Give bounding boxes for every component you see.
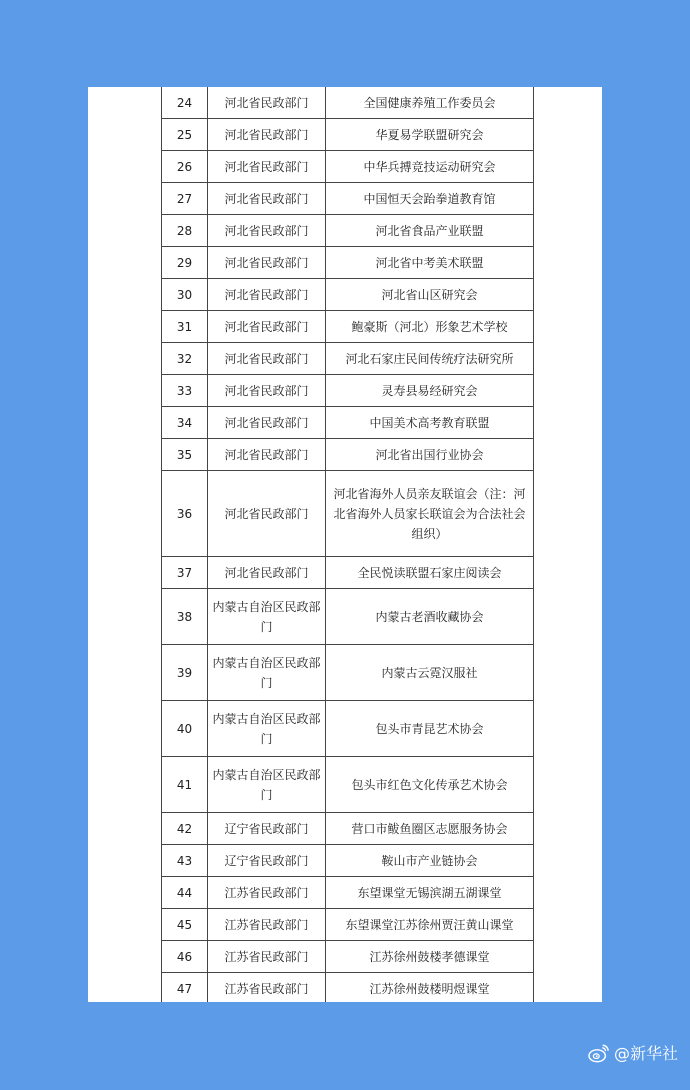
table-row xyxy=(162,311,534,343)
table-row xyxy=(162,151,534,183)
row-number: 34 xyxy=(162,407,208,439)
row-number: 39 xyxy=(162,645,208,701)
organization-name: 河北省食品产业联盟 xyxy=(326,215,534,247)
table-row xyxy=(162,215,534,247)
department: 河北省民政部门 xyxy=(208,407,326,439)
department: 河北省民政部门 xyxy=(208,311,326,343)
organization-name: 鞍山市产业链协会 xyxy=(326,845,534,877)
row-number: 47 xyxy=(162,973,208,1003)
table-row xyxy=(162,439,534,471)
row-number: 43 xyxy=(162,845,208,877)
table-row xyxy=(162,645,534,701)
row-number: 25 xyxy=(162,119,208,151)
watermark xyxy=(588,1041,678,1064)
organization-name: 营口市鲅鱼圈区志愿服务协会 xyxy=(326,813,534,845)
organization-name: 内蒙古老酒收藏协会 xyxy=(326,589,534,645)
department: 内蒙古自治区民政部门 xyxy=(208,757,326,813)
organization-name: 华夏易学联盟研究会 xyxy=(326,119,534,151)
table-row xyxy=(162,375,534,407)
table-row xyxy=(162,973,534,1003)
table-row xyxy=(162,247,534,279)
organization-name: 江苏徐州鼓楼明煜课堂 xyxy=(326,973,534,1003)
row-number: 44 xyxy=(162,877,208,909)
department: 江苏省民政部门 xyxy=(208,941,326,973)
row-number: 35 xyxy=(162,439,208,471)
organization-name: 河北省海外人员亲友联谊会（注：河北省海外人员家长联谊会为合法社会组织） xyxy=(326,471,534,557)
row-number: 27 xyxy=(162,183,208,215)
row-number: 31 xyxy=(162,311,208,343)
department: 河北省民政部门 xyxy=(208,183,326,215)
row-number: 42 xyxy=(162,813,208,845)
department: 内蒙古自治区民政部门 xyxy=(208,589,326,645)
organization-table xyxy=(161,87,534,1002)
table-row xyxy=(162,471,534,557)
department: 河北省民政部门 xyxy=(208,119,326,151)
organization-name: 鲍豪斯（河北）形象艺术学校 xyxy=(326,311,534,343)
table-row xyxy=(162,845,534,877)
organization-name: 河北省出国行业协会 xyxy=(326,439,534,471)
table-row xyxy=(162,343,534,375)
department: 河北省民政部门 xyxy=(208,215,326,247)
table-row xyxy=(162,183,534,215)
organization-name: 中国美术高考教育联盟 xyxy=(326,407,534,439)
department: 河北省民政部门 xyxy=(208,471,326,557)
row-number: 24 xyxy=(162,87,208,119)
document-page xyxy=(88,87,602,1002)
row-number: 33 xyxy=(162,375,208,407)
organization-name: 河北省中考美术联盟 xyxy=(326,247,534,279)
row-number: 29 xyxy=(162,247,208,279)
table-row xyxy=(162,279,534,311)
row-number: 40 xyxy=(162,701,208,757)
organization-name: 灵寿县易经研究会 xyxy=(326,375,534,407)
department: 河北省民政部门 xyxy=(208,279,326,311)
table-row xyxy=(162,909,534,941)
organization-name: 全国健康养殖工作委员会 xyxy=(326,87,534,119)
row-number: 37 xyxy=(162,557,208,589)
department: 辽宁省民政部门 xyxy=(208,813,326,845)
watermark-text: @新华社 xyxy=(613,1044,678,1063)
row-number: 30 xyxy=(162,279,208,311)
row-number: 41 xyxy=(162,757,208,813)
table-row xyxy=(162,941,534,973)
row-number: 26 xyxy=(162,151,208,183)
row-number: 45 xyxy=(162,909,208,941)
table-row xyxy=(162,589,534,645)
department: 江苏省民政部门 xyxy=(208,973,326,1003)
organization-name: 内蒙古云霓汉服社 xyxy=(326,645,534,701)
table-row xyxy=(162,877,534,909)
organization-name: 包头市红色文化传承艺术协会 xyxy=(326,757,534,813)
row-number: 28 xyxy=(162,215,208,247)
organization-name: 东望课堂江苏徐州贾汪黄山课堂 xyxy=(326,909,534,941)
organization-name: 河北省山区研究会 xyxy=(326,279,534,311)
department: 辽宁省民政部门 xyxy=(208,845,326,877)
row-number: 36 xyxy=(162,471,208,557)
department: 江苏省民政部门 xyxy=(208,909,326,941)
table-row xyxy=(162,407,534,439)
department: 河北省民政部门 xyxy=(208,375,326,407)
department: 内蒙古自治区民政部门 xyxy=(208,645,326,701)
table-row xyxy=(162,87,534,119)
organization-name: 中国恒天会跆拳道教育馆 xyxy=(326,183,534,215)
table-row xyxy=(162,119,534,151)
row-number: 32 xyxy=(162,343,208,375)
department: 江苏省民政部门 xyxy=(208,877,326,909)
department: 河北省民政部门 xyxy=(208,343,326,375)
department: 河北省民政部门 xyxy=(208,151,326,183)
row-number: 46 xyxy=(162,941,208,973)
table-row xyxy=(162,701,534,757)
row-number: 38 xyxy=(162,589,208,645)
table-row xyxy=(162,557,534,589)
organization-name: 东望课堂无锡滨湖五湖课堂 xyxy=(326,877,534,909)
table-row xyxy=(162,813,534,845)
department: 河北省民政部门 xyxy=(208,87,326,119)
department: 河北省民政部门 xyxy=(208,557,326,589)
organization-name: 江苏徐州鼓楼孝德课堂 xyxy=(326,941,534,973)
department: 河北省民政部门 xyxy=(208,247,326,279)
department: 内蒙古自治区民政部门 xyxy=(208,701,326,757)
table-row xyxy=(162,757,534,813)
organization-name: 河北石家庄民间传统疗法研究所 xyxy=(326,343,534,375)
organization-name: 包头市青昆艺术协会 xyxy=(326,701,534,757)
department: 河北省民政部门 xyxy=(208,439,326,471)
organization-name: 中华兵搏竞技运动研究会 xyxy=(326,151,534,183)
organization-name: 全民悦读联盟石家庄阅读会 xyxy=(326,557,534,589)
weibo-icon xyxy=(588,1043,610,1063)
